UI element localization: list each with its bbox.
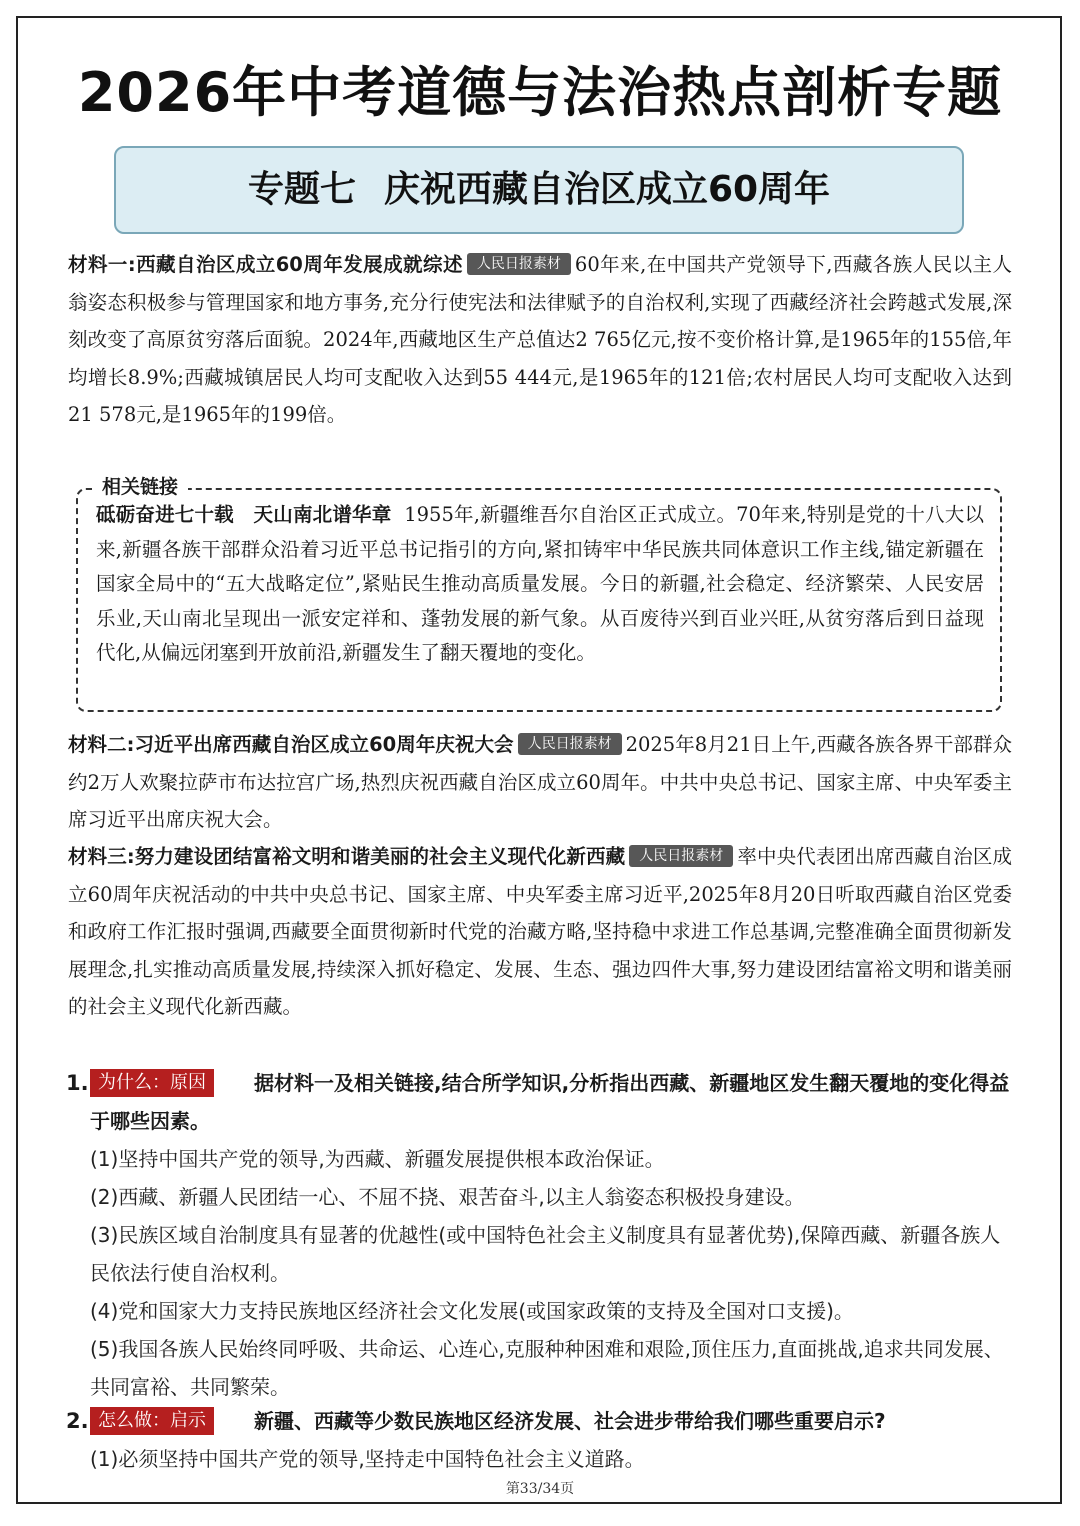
material-text: 60年来,在中国共产党领导下,西藏各族人民以主人翁姿态积极参与管理国家和地方事务,充分行使宪法和法律赋予的自治权利,实现了西藏经济社会跨越式发展,深刻改变了高原贫穷落后面貌。2024年,西藏地区生产总值达2 765亿元,按不变价格计算,是1965年的155倍,年均增长8.9%;西藏城镇居民人均可支配收入达到55 444元,是1965年的121倍;农村居民人均可支配收入达到21 578元,是1965年的199倍。: [68, 253, 1013, 427]
topic-title: 庆祝西藏自治区成立60周年: [383, 169, 831, 210]
related-link-content: [96, 498, 984, 671]
answer-item: (2)西藏、新疆人民团结一心、不屈不挠、艰苦奋斗,以主人翁姿态积极投身建设。: [90, 1185, 805, 1209]
question-type-tag: 为什么：原因: [90, 1069, 214, 1097]
question-text: 据材料一及相关链接,结合所学知识,分析指出西藏、新疆地区发生翻天覆地的变化得益于哪些因素。: [90, 1071, 1010, 1133]
source-tag: 人民日报素材: [467, 253, 571, 275]
answer-item: (5)我国各族人民始终同呼吸、共命运、心连心,克服种种困难和艰险,顶住压力,直面挑战,追求共同发展、共同富裕、共同繁荣。: [90, 1337, 1004, 1399]
material-1: [68, 246, 1012, 434]
related-link-heading: 相关链接: [92, 474, 188, 500]
question-number: 1.: [66, 1071, 89, 1095]
answer-item: (3)民族区域自治制度具有显著的优越性(或中国特色社会主义制度具有显著优势),保障西藏、新疆各族人民依法行使自治权利。: [90, 1223, 1001, 1285]
source-tag: 人民日报素材: [629, 845, 733, 867]
material-3: [68, 838, 1012, 1026]
source-tag: 人民日报素材: [518, 733, 622, 755]
question-text: 新疆、西藏等少数民族地区经济发展、社会进步带给我们哪些重要启示?: [254, 1409, 886, 1433]
answer-item: (4)党和国家大力支持民族地区经济社会文化发展(或国家政策的支持及全国对口支援)。: [90, 1299, 854, 1323]
topic-number: 专题七: [247, 169, 356, 210]
related-link-text: 1955年,新疆维吾尔自治区正式成立。70年来,特别是党的十八大以来,新疆各族干部群众沿着习近平总书记指引的方向,紧扣铸牢中华民族共同体意识工作主线,锚定新疆在国家全局中的“五大战略定位”,紧贴民生推动高质量发展。今日的新疆,社会稳定、经济繁荣、人民安居乐业,天山南北呈现出一派安定祥和、蓬勃发展的新气象。从百废待兴到百业兴旺,从贫穷落后到日益现代化,从偏远闭塞到开放前沿,新疆发生了翻天覆地的变化。: [96, 503, 984, 664]
material-text: 2025年8月21日上午,西藏各族各界干部群众约2万人欢聚拉萨市布达拉宫广场,热烈庆祝西藏自治区成立60周年。中共中央总书记、国家主席、中央军委主席习近平出席庆祝大会。: [68, 733, 1013, 832]
question-number: 2.: [66, 1409, 89, 1433]
material-2: [68, 726, 1012, 839]
page-number: 第33/34页: [505, 1481, 575, 1497]
material-label: 材料二:习近平出席西藏自治区成立60周年庆祝大会: [68, 733, 514, 756]
answer-item: (1)坚持中国共产党的领导,为西藏、新疆发展提供根本政治保证。: [90, 1147, 665, 1171]
topic-banner: [114, 146, 964, 234]
question-type-tag: 怎么做：启示: [90, 1407, 214, 1435]
material-label: 材料三:努力建设团结富裕文明和谐美丽的社会主义现代化新西藏: [68, 845, 626, 868]
page-title: 2026年中考道德与法治热点剖析专题: [77, 61, 1003, 124]
question-2: [66, 1402, 1012, 1478]
material-text: 率中央代表团出席西藏自治区成立60周年庆祝活动的中共中央总书记、国家主席、中央军委主席习近平,2025年8月20日听取西藏自治区党委和政府工作汇报时强调,西藏要全面贯彻新时代党的治藏方略,坚持稳中求进工作总基调,完整准确全面贯彻新发展理念,扎实推动高质量发展,持续深入抓好稳定、发展、生态、强边四件大事,努力建设团结富裕文明和谐美丽的社会主义现代化新西藏。: [68, 845, 1012, 1019]
answer-item: (1)必须坚持中国共产党的领导,坚持走中国特色社会主义道路。: [90, 1447, 645, 1471]
question-1: [66, 1064, 1012, 1406]
related-link-lead: 砥砺奋进七十载 天山南北谱华章: [96, 503, 392, 526]
material-label: 材料一:西藏自治区成立60周年发展成就综述: [68, 253, 463, 276]
